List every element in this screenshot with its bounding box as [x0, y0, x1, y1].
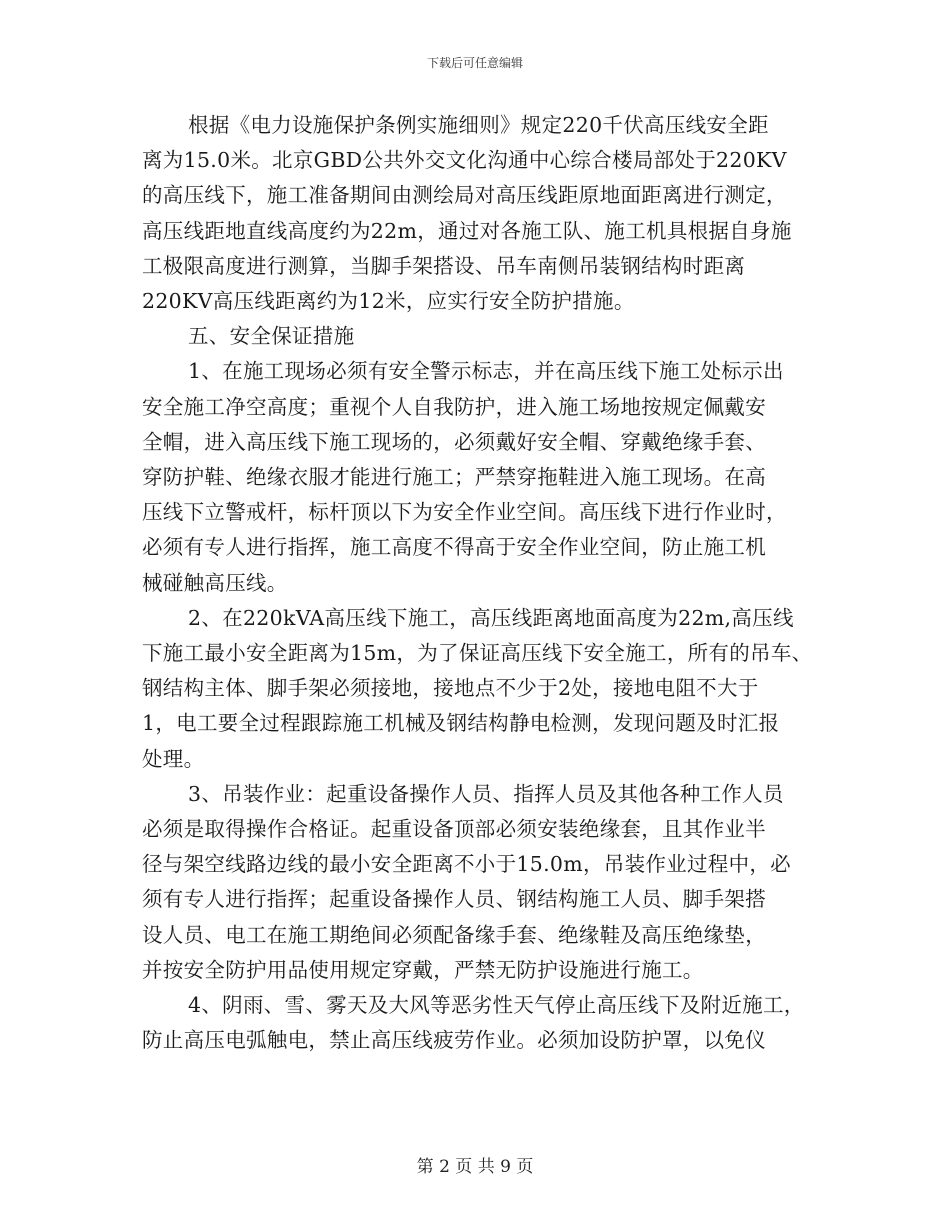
text-line: 下施工最小安全距离为15m，为了保证高压线下安全施工，所有的吊车、 [142, 641, 813, 666]
text-line: 处理。 [142, 746, 205, 771]
text-line: 压线下立警戒杆，标杆顶以下为安全作业空间。高压线下进行作业时， [142, 500, 787, 525]
text-line: 2、在220kVA高压线下施工，高压线距离地面高度为22m,高压线 [188, 605, 794, 630]
text-line: 高压线距地直线高度约为22m，通过对各施工队、施工机具根据自身施 [142, 218, 792, 243]
text-line: 离为15.0米。北京GBD公共外交文化沟通中心综合楼局部处于220KV [142, 148, 787, 173]
text-line: 并按安全防护用品使用规定穿戴，严禁无防护设施进行施工。 [142, 957, 704, 982]
text-line: 安全施工净空高度；重视个人自我防护，进入施工场地按规定佩戴安 [142, 394, 766, 419]
text-line: 3、吊装作业：起重设备操作人员、指挥人员及其他各种工作人员 [188, 781, 784, 806]
text-line: 220KV高压线距离约为12米，应实行安全防护措施。 [142, 289, 635, 314]
text-line: 必须有专人进行指挥，施工高度不得高于安全作业空间，防止施工机 [142, 535, 766, 560]
text-line: 1，电工要全过程跟踪施工机械及钢结构静电检测，发现问题及时汇报 [142, 711, 780, 736]
text-line: 设人员、电工在施工期绝间必须配备缘手套、绝缘鞋及高压绝缘垫， [142, 922, 766, 947]
document-body [142, 108, 822, 1058]
text-line: 根据《电力设施保护条例实施细则》规定220千伏高压线安全距 [188, 113, 769, 137]
text-line: 4、阴雨、雪、雾天及大风等恶劣性天气停止高压线下及附近施工， [188, 993, 805, 1018]
text-line: 1、在施工现场必须有安全警示标志，并在高压线下施工处标示出 [188, 359, 784, 384]
page-header: 下载后可任意编辑 [426, 56, 523, 70]
text-line: 必须是取得操作合格证。起重设备顶部必须安装绝缘套，且其作业半 [142, 817, 766, 842]
text-line: 径与架空线路边线的最小安全距离不小于15.0m，吊装作业过程中，必 [142, 852, 791, 877]
text-line: 穿防护鞋、绝缘衣服才能进行施工；严禁穿拖鞋进入施工现场。在高 [142, 465, 766, 490]
text-line: 钢结构主体、脚手架必须接地，接地点不少于2处，接地电阻不大于 [142, 676, 759, 701]
text-line: 全帽，进入高压线下施工现场的，必须戴好安全帽、穿戴绝缘手套、 [142, 429, 766, 454]
text-line: 工极限高度进行测算，当脚手架搭设、吊车南侧吊装钢结构时距离 [142, 253, 746, 278]
text-line: 防止高压电弧触电，禁止高压线疲劳作业。必须加设防护罩，以免仪 [142, 1028, 766, 1053]
section-heading: 五、安全保证措施 [188, 324, 355, 349]
text-line: 械碰触高压线。 [142, 570, 288, 595]
text-line: 须有专人进行指挥；起重设备操作人员、钢结构施工人员、脚手架搭 [142, 887, 766, 912]
page-number: 第 2 页 共 9 页 [416, 1157, 534, 1177]
text-line: 的高压线下，施工准备期间由测绘局对高压线距原地面距离进行测定， [142, 183, 787, 208]
